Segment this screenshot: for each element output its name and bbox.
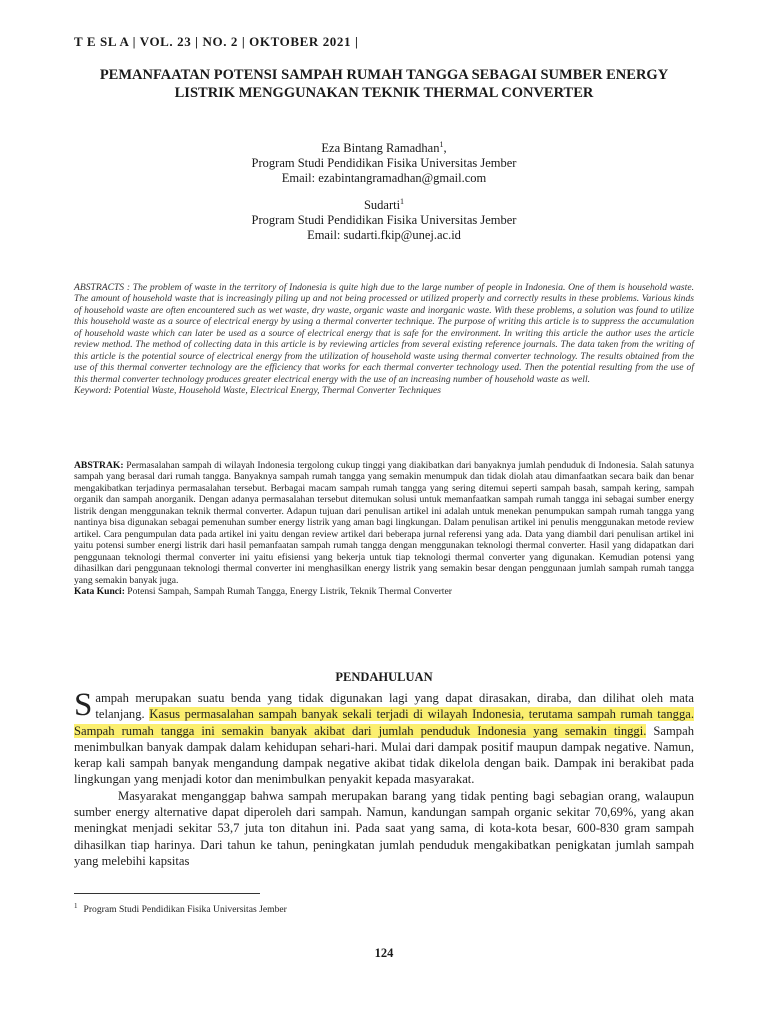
footnote-text: Program Studi Pendidikan Fisika Universitas Jember	[83, 904, 287, 915]
author-2-sup: 1	[400, 196, 405, 206]
author-2-name: Sudarti	[363, 198, 401, 212]
author-2-line	[74, 198, 694, 213]
footnote	[74, 901, 287, 915]
author-1-email[interactable]: Email: ezabintangramadhan@gmail.com	[281, 171, 487, 185]
author-1-sup: 1	[439, 139, 444, 149]
section-heading: PENDAHULUAN	[335, 670, 433, 684]
abstract-english-text: ABSTRACTS : The problem of waste in the territory of Indonesia is quite high due to the large number of people in Indonesia. One of them is household waste. The amount of household waste that is increasingly piling up and not being processed or utilized properly and correctly results in these problems. Various kinds of household waste are often encountered such as wet waste, dry waste, organic waste and inorganic waste. With these problems, a solution was found to utilize this household waste as a source of electrical energy by using a thermal converter technique. The purpose of writing this article is to suppress the accumulation of household waste which can later be used as a source of electrical energy that is safe for the environment. In writing this article the author uses the article review method. The method of collecting data in this article is by reviewing articles from several existing reference journals. The data taken from the writing of this article is the potential source of electrical energy from the utilization of household waste using thermal converter technology. The results obtained from the use of this thermal converter technology are the efficiency that works for each thermal converter technology used. Then the potential resulting from the use of this thermal converter technology produces greater electrical energy with the use of an increasing number of household waste as well.	[74, 282, 694, 385]
abstract-indonesian	[74, 460, 694, 597]
highlighted-text[interactable]: Kasus permasalahan sampah banyak sekali terjadi di wilayah Indonesia, terutama sampah rumah tangga. Sampah rumah tangga ini semakin banyak akibat dari jumlah penduduk Indonesia yang semakin tinggi.	[74, 707, 694, 738]
page-number: 124	[374, 946, 394, 960]
abstract-english	[74, 282, 694, 397]
footnote-divider	[74, 893, 260, 894]
paragraph-1-start: ampah merupakan suatu benda yang tidak digunakan lagi yang dapat dirasakan, diraba, dan dilihat oleh mata telanjang.	[95, 691, 694, 722]
author-1-affiliation: Program Studi Pendidikan Fisika Universitas Jember	[251, 156, 517, 170]
author-1-name: Eza Bintang Ramadhan	[321, 141, 440, 155]
abstract-indonesian-text: Permasalahan sampah di wilayah Indonesia tergolong cukup tinggi yang diakibatkan dari banyaknya jumlah penduduk di Indonesia. Salah satunya sampah yang berasal dari rumah tangga. Banyaknya sampah rumah tangga yang semakin menumpuk dan tidak diolah atau dimanfaatkan secara baik dan benar mengakibatkan terjadinya permasalahan tersebut. Berbagai macam sampah rumah tangga yang sering ditemui seperti sampah basah, sampah kering, sampah organik dan sampah anorganik. Dengan adanya permasalahan tersebut ditemukan solusi untuk memanfaatkan sampah rumah tangga ini sebagai sumber energy listrik dengan menggunakan teknik thermal converter. Adapun tujuan dari penulisan artikel ini adalah untuk menekan penumpukan sampah rumah tangga yang nantinya bisa digunakan sebagai pemenuhan sumber energy listrik yang aman bagi lingkungan. Dalam penulisan artikel ini penulis menggunakan metode review artikel. Cara pengumpulan data pada artikel ini yaitu dengan review artikel dari beberapa jurnal referensi yang ada. Data yang diambil dari penulisan artikel ini yaitu potensi sumber energi listrik dari hasil pemanfaatan sampah rumah tangga dengan menggunakan teknologi thermal converter. Hasil yang didapatkan dari penggunaan teknologi thermal converter ini yaitu efisiensi yang bekerja untuk tiap teknologi thermal converter yang digunakan. Kemudian potensi yang dihasilkan dari penggunaan teknologi thermal converter ini menghasilkan energy listrik yang semakin besar dengan penggunaan jumlah sampah rumah tangga yang semakin banyak juga.	[74, 460, 694, 586]
journal-header: T E SL A | VOL. 23 | NO. 2 | OKTOBER 2021 |	[74, 34, 359, 49]
drop-cap: S	[74, 687, 93, 723]
section-body	[74, 687, 694, 869]
paragraph-1	[74, 687, 694, 788]
footnote-mark: 1	[74, 901, 78, 910]
author-1-suffix: ,	[443, 141, 447, 155]
abstract-indonesian-label: ABSTRAK:	[74, 460, 124, 471]
keywords-text: Potensi Sampah, Sampah Rumah Tangga, Energy Listrik, Teknik Thermal Converter	[124, 585, 452, 597]
author-2-email[interactable]: Email: sudarti.fkip@unej.ac.id	[307, 228, 461, 242]
author-1-line	[74, 141, 694, 156]
article-title: PEMANFAATAN POTENSI SAMPAH RUMAH TANGGA SEBAGAI SUMBER ENERGY LISTRIK MENGGUNAKAN TEKNIK THERMAL CONVERTER	[99, 67, 669, 101]
author-2-affiliation: Program Studi Pendidikan Fisika Universitas Jember	[251, 213, 517, 227]
keywords-label: Kata Kunci:	[74, 585, 125, 597]
abstract-english-keywords: Keyword: Potential Waste, Household Waste, Electrical Energy, Thermal Converter Techniques	[74, 385, 442, 397]
paragraph-1-end: Sampah menimbulkan banyak dampak dalam kehidupan sehari-hari. Mulai dari dampak positif maupun dampak negative. Namun, kerap kali sampah banyak mengandung dampak negative akibat tidak dikelola dengan baik. Dampak ini berakibat pada lingkungan yang menjadi kotor dan menimbulkan penyakit kepada masyarakat.	[74, 723, 694, 787]
paragraph-2: Masyarakat menganggap bahwa sampah merupakan barang yang tidak penting bagi sebagian orang, walaupun sumber energy alternative dapat diperoleh dari sampah. Namun, kandungan sampah organic sekitar 70,69%, yang akan meningkat menjadi sekitar 53,7 juta ton ditahun ini. Pada saat yang sama, di kota-kota besar, 600-830 gram sampah dihasilkan tiap harinya. Dari tahun ke tahun, peningkatan jumlah penduduk mengakibatkan penigkatan jumlah sampah yang melebihi kapsitas	[74, 788, 694, 868]
author-block	[74, 141, 694, 243]
